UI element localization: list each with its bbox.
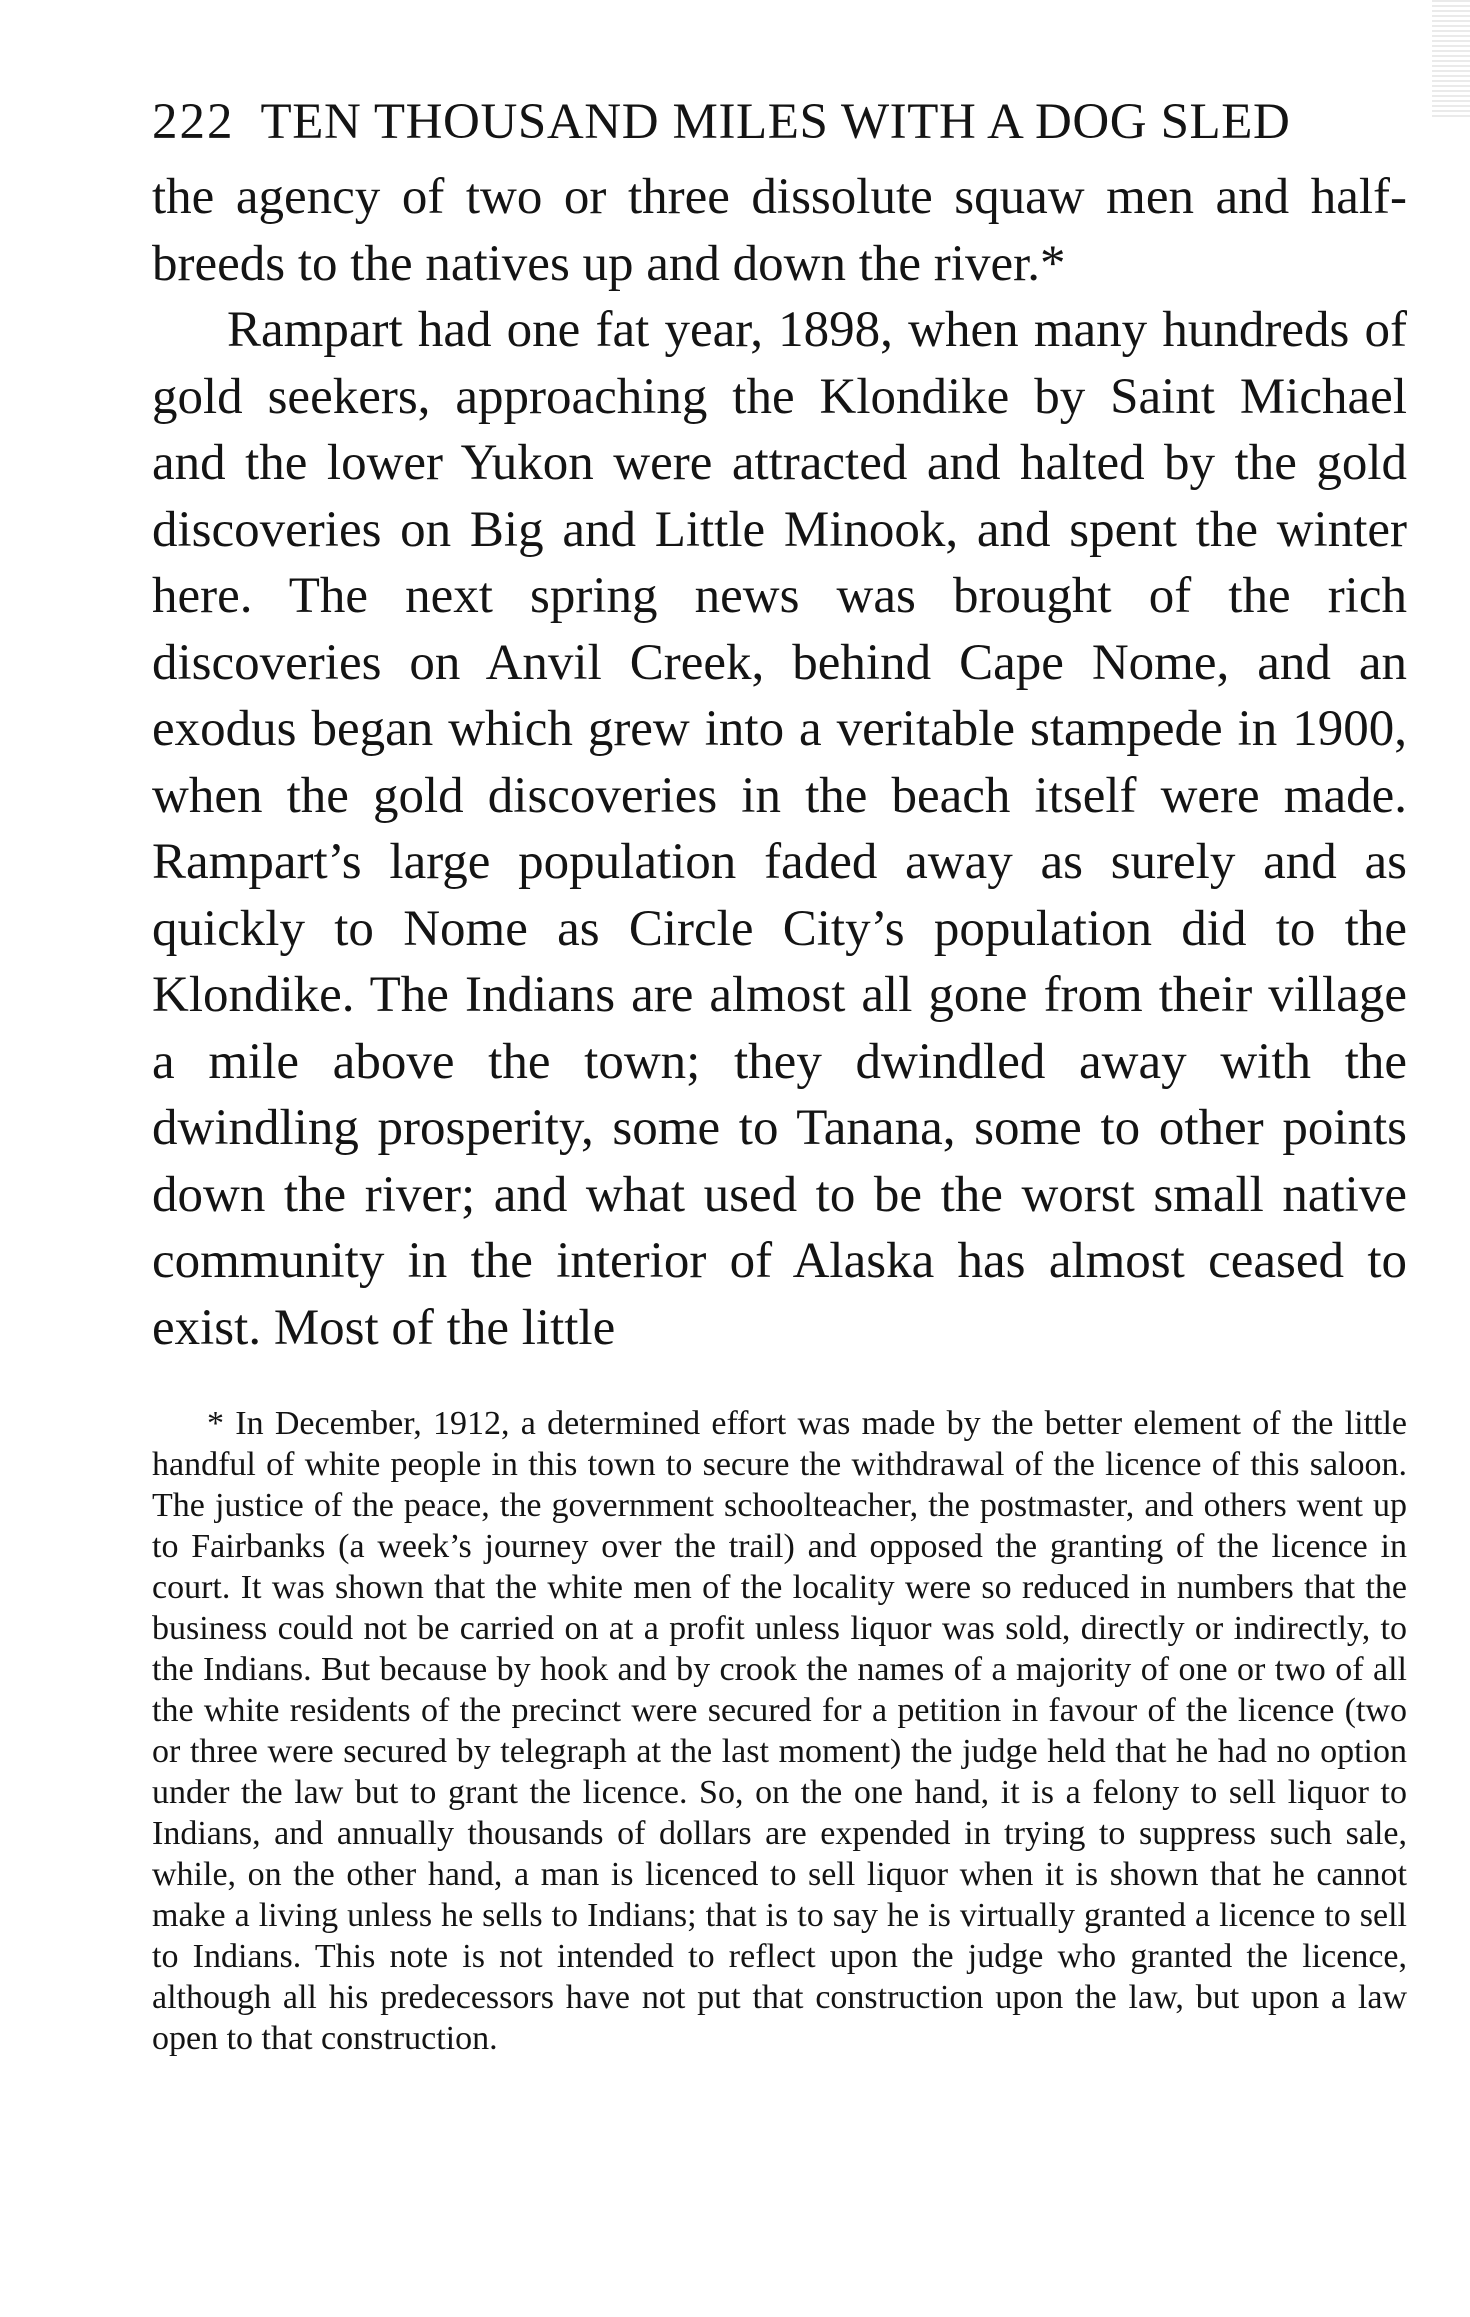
scan-edge-mark [1432,0,1470,120]
body-text [152,164,1407,1361]
paragraph-rampart: Rampart had one fat year, 1898, when many hundreds of gold seekers, approaching the Klondike by Saint Michael and the lower Yukon were attracted and halted by the gold discoveries on Big and Little Minook, and spent the winter here. The next spring news was brought of the rich discoveries on Anvil Creek, behind Cape Nome, and an exodus began which grew into a veritable stampede in 1900, when the gold discoveries in the beach itself were made. Rampart’s large population faded away as surely and as quickly to Nome as Circle City’s population did to the Klondike. The Indians are almost all gone from their village a mile above the town; they dwindled away with the dwindling prosperity, some to Tanana, some to other points down the river; and what used to be the worst small native community in the interior of Alaska has almost ceased to exist. Most of the little [152,302,1407,1356]
page-number: 222 [152,94,235,150]
running-head [152,92,1407,152]
book-title: TEN THOUSAND MILES WITH A DOG SLED [260,94,1291,150]
paragraph-continuation: the agency of two or three dissolute squaw men and halfbreeds to the natives up and down the river.* [152,169,1407,292]
footnote: * In December, 1912, a determined effort was made by the better element of the little handful of white people in this town to secure the withdrawal of the licence of this saloon. The justice of the peace, the government schoolteacher, the postmaster, and others went up to Fairbanks (a week’s journey over the trail) and opposed the granting of the licence in court. It was shown that the white men of the locality were so reduced in numbers that the business could not be carried on at a profit unless liquor was sold, directly or indirectly, to the Indians. But because by hook and by crook the names of a majority of one or two of all the white residents of the precinct were secured for a petition in favour of the licence (two or three were secured by telegraph at the last moment) the judge held that he had no option under the law but to grant the licence. So, on the one hand, it is a felony to sell liquor to Indians, and annually thousands of dollars are expended in trying to suppress such sale, while, on the other hand, a man is licenced to sell liquor when it is shown that he cannot make a living unless he sells to Indians; that is to say he is virtually granted a licence to sell to Indians. This note is not intended to reflect upon the judge who granted the licence, although all his predecessors have not put that construction upon the law, but upon a law open to that construction. [152,1405,1407,2057]
book-page [152,92,1407,2059]
